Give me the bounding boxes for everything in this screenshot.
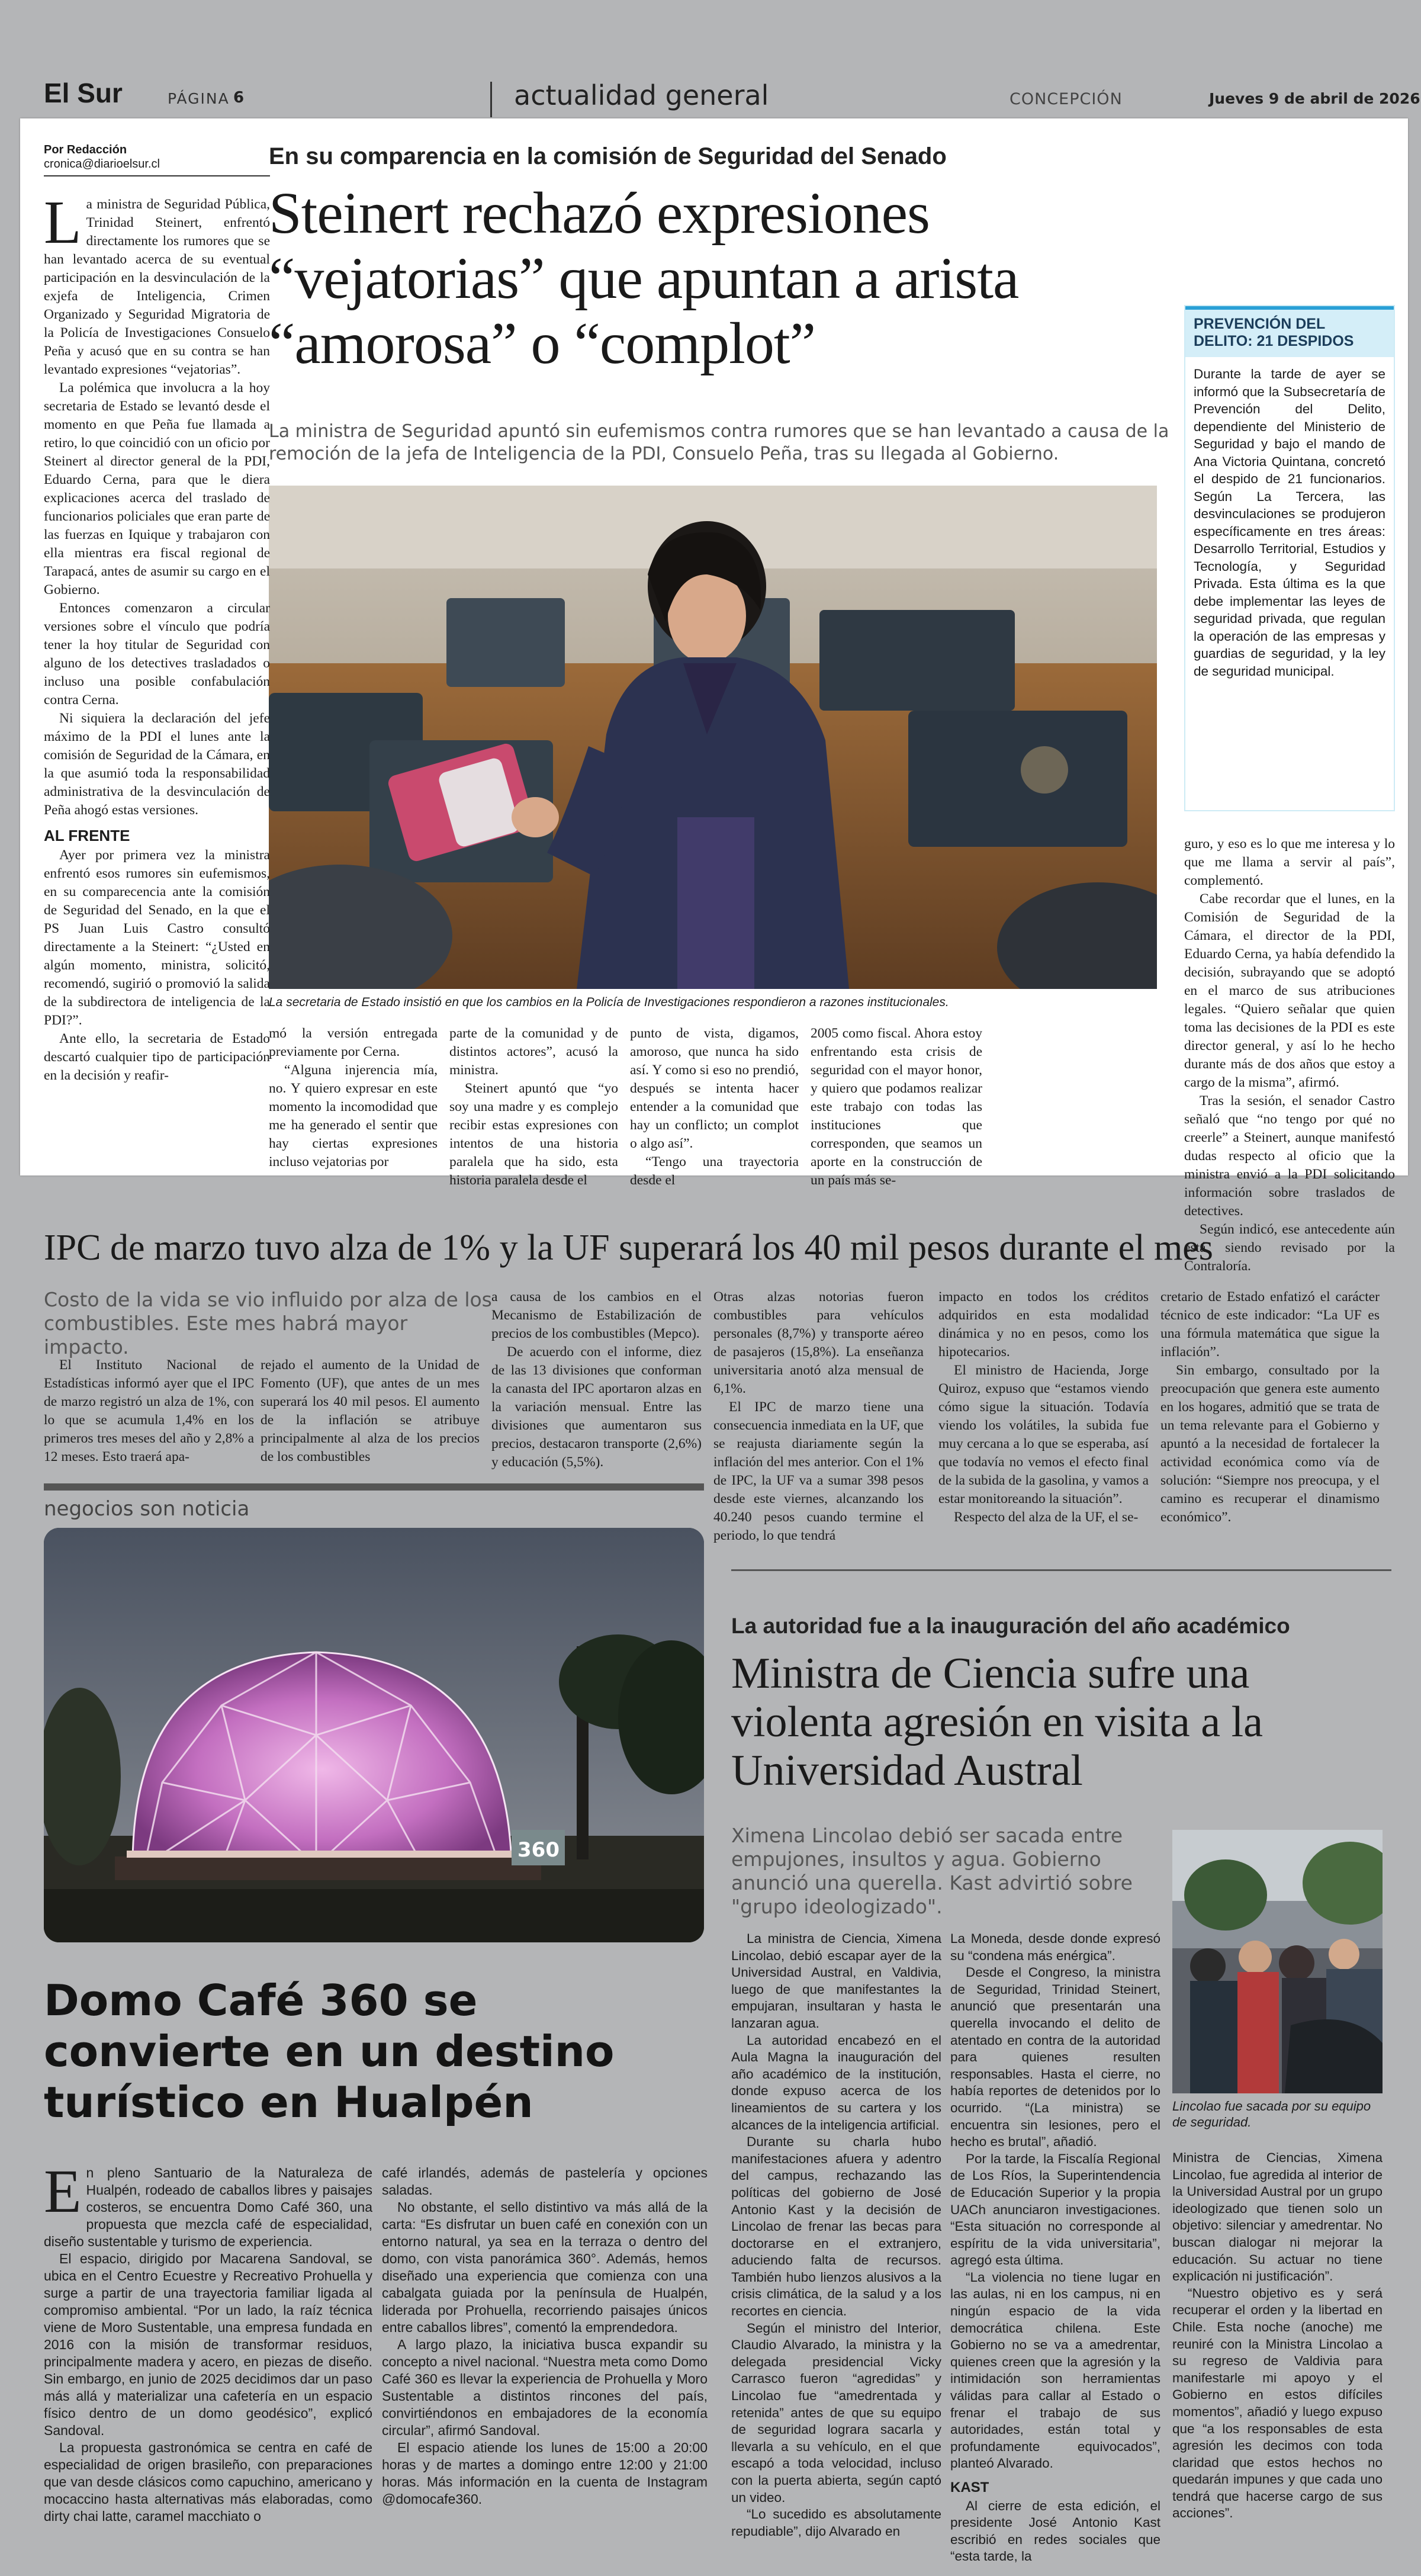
paragraph: “Alguna injerencia mía, no. Y quiero expresar en este momento la incomodidad que me ha generado el sentir que hay ciertas expresiones incluso vejatorias por <box>269 1062 438 1170</box>
sidebar-text: Durante la tarde de ayer se informó que la Subsecretaría de Prevención del Delito, dependiente del Ministerio de Seguridad y bajo el mando de Ana Victoria Quintana, concretó el despido de 21 funcionarios. Según La Tercera, las desvinculaciones se produjeron específicamente en tres áreas: Desarrollo Territorial, Estudios y Tecnología, y Seguridad Privada. Esta última es la que debe implementar las leyes de seguridad privada, que regulan la operación de las empresas y guardias de seguridad, y la ley de seguridad municipal. <box>1194 367 1385 679</box>
paragraph: Desde el Congreso, la ministra de Seguridad, Trinidad Steinert, anunció que presentarán una querella invocando el delito de atentado en contra de la autoridad para quienes resulten responsables. Hasta el cierre, no había reportes de detenidos por lo ocurrido. “(La ministra) se encuentra sin lesiones, pero el hecho es brutal”, añadió. <box>950 1965 1160 2150</box>
top-rule <box>731 1569 1391 1571</box>
deck: La ministra de Seguridad apuntó sin eufemismos contra rumores que se han levantado a causa de la remoción de la jefa de Inteligencia de la PDI, Consuelo Peña, tras su llegada al Gobierno. <box>269 421 1169 464</box>
ciencia-column-1 <box>731 1931 941 2540</box>
paragraph: A largo plazo, la iniciativa busca expandir su concepto a nivel nacional. “Nuestra meta como Domo Café 360 es llevar la experiencia de Prohuella y Moro Sustentable a distintos rincones del país, convirtiéndonos en embajadores de la economía circular”, afirmó Sandoval. <box>382 2337 708 2438</box>
paragraph: “Lo sucedido es absolutamente repudiable”, dijo Alvarado en <box>731 2507 941 2539</box>
photo-caption: La secretaria de Estado insistió en que los cambios en la Policía de Investigaciones respondieron a razones institucionales. <box>269 995 949 1009</box>
paragraph: 2005 como fiscal. Ahora estoy enfrentando esta crisis de seguridad con el mayor honor, y quiero que podamos realizar este trabajo con todas las instituciones que corresponden, que seamos un aporte en la construcción de un país más se- <box>811 1026 982 1188</box>
paragraph: La propuesta gastronómica se centra en café de especialidad de origen brasileño, con preparaciones que van desde clásicos como capuchino, americano y mocaccino hasta alternativas más elaboradas, como dirty chai latte, caramel macchiato o <box>44 2440 372 2524</box>
paragraph: El espacio atiende los lunes de 15:00 a 20:00 horas y de martes a domingo entre 12:00 y 21:00 horas. Más información en la cuenta de Instagram @domocafe360. <box>382 2440 708 2507</box>
page-label: PÁGINA <box>168 90 230 107</box>
section-name: actualidad general <box>514 79 769 111</box>
paragraph: Durante su charla hubo manifestaciones afuera y adentro del campus, rechazando las políticas del gobierno de José Antonio Kast y la decisión de Lincolao de frenar las becas para doctorarse en el extranjero, aduciendo falta de recursos. También hubo lienzos alusivos a la crisis climática, de la salud y a los recortes en ciencia. <box>731 2134 941 2319</box>
paragraph: café irlandés, además de pastelería y opciones saladas. <box>382 2165 708 2198</box>
paragraph: Ayer por primera vez la ministra enfrentó esos rumores sin eufemismos, en su comparecencia ante la comisión de Seguridad del Senado, en la que el PS Juan Luis Castro consultó directamente a la Steinert: “¿Usted en algún momento, ministra, solicitó, recomendó, sugirió o promovió la salida de la subdirectora de inteligencia de la PDI?”. <box>44 847 270 1028</box>
city-name: CONCEPCIÓN <box>1010 90 1123 108</box>
paragraph: Ante ello, la secretaria de Estado descartó cualquier tipo de participación en la decisión y reafir- <box>44 1031 270 1083</box>
paragraph: La polémica que involucra a la hoy secretaria de Estado se levantó desde el momento en que Peña fue llamada a retiro, lo que coincidió con un oficio por Steinert al director general de la PDI, Eduardo Cerna, para que le diera explicaciones acerca del traslado de funcionarios policiales que eran parte de las fuerzas en Iquique y trabajaron con ella mientras era fiscal regional de Tarapacá, antes de asumir su cargo en el Gobierno. <box>44 380 270 598</box>
domo-photo <box>44 1528 704 1942</box>
paragraph: La ministra de Ciencia, Ximena Lincolao, debió escapar ayer de la Universidad Austral, en Valdivia, luego de que manifestantes la empujaran, insultaran y hasta le lanzaran agua. <box>731 1931 941 2031</box>
paragraph: Entonces comenzaron a circular versiones sobre el vínculo que podría tener la hoy titular de Seguridad con alguno de los detectives trasladados o incluso una posible confabulación contra Cerna. <box>44 600 270 708</box>
paragraph: mó la versión entregada previamente por Cerna. <box>269 1026 438 1059</box>
main-photo <box>269 486 1157 989</box>
paragraph: El espacio, dirigido por Macarena Sandoval, se ubica en el Centro Ecuestre y Recreativo Prohuella y surge a partir de una trayectoria familiar ligada al compromiso ambiental. “Por un lado, la raíz técnica viene de Moro Sustentable, una empresa fundada en 2016 con la misión de transformar residuos, principalmente madera y acero, en piezas de diseño. Sin embargo, en junio de 2025 decidimos dar un paso más allá y materializar una cafetería en un espacio físico dentro de un domo geodésico”, explicó Sandoval. <box>44 2251 372 2438</box>
dome-sign: 360 <box>517 1838 560 1862</box>
brand-logo: El Sur <box>44 78 123 108</box>
paragraph: La Moneda, desde donde expresó su “condena más enérgica”. <box>950 1931 1160 1963</box>
ipc-column-1: El Instituto Nacional de Estadísticas informó ayer que el IPC de marzo registró un alza de 1%, con lo que se acumula 1,4% en los primeros tres meses del año y 2,8% a 12 meses. Esto traerá apa- <box>44 1357 254 1464</box>
byline-rule <box>44 175 270 176</box>
ciencia-column-3 <box>1172 2150 1383 2522</box>
ipc-column-3 <box>491 1288 702 1472</box>
kicker: En su comparencia en la comisión de Seguridad del Senado <box>269 143 947 169</box>
paragraph: Tras la sesión, el senador Castro señaló que “no tengo por qué no creerle” a Steinert, aunque manifestó dudas respecto al oficio que la ministra envió a la PDI solicitando información sobre traslados de detectives. <box>1184 1093 1395 1219</box>
page-number: 6 <box>233 89 245 107</box>
paragraph: cretario de Estado enfatizó el carácter técnico de este indicador: “La UF es una fórmula matemática que sigue la inflación”. <box>1160 1289 1380 1360</box>
domo-headline: Domo Café 360 se convierte en un destino turístico en Hualpén <box>44 1976 615 2127</box>
bottom-column-1 <box>269 1024 438 1171</box>
paragraph: En pleno Santuario de la Naturaleza de Hualpén, rodeado de caballos libres y paisajes costeros, se encuentra Domo Café 360, una propuesta que mezcla café de especialidad, diseño sustentable y turismo de experiencia. <box>44 2157 372 2249</box>
crowd-illustration <box>1172 1830 1383 2093</box>
paragraph: El IPC de marzo tiene una consecuencia inmediata en la UF, que se reajusta diariamente según la inflación del mes anterior. Con el 1% de IPC, la UF va a sumar 398 pesos desde este viernes, alcanzando los 40.240 pesos cuando termine el periodo, lo que tendrá <box>713 1399 924 1543</box>
paragraph: La autoridad encabezó en el Aula Magna la inauguración del año académico de la institución, donde expuso acerca de los lineamientos de su cartera y los alcances de la inteligencia artificial. <box>731 2032 941 2132</box>
header-divider <box>490 82 492 117</box>
paragraph: parte de la comunidad y de distintos actores”, acusó la ministra. <box>449 1026 618 1078</box>
byline: Por Redacción <box>44 143 127 156</box>
senate-chamber-illustration <box>269 486 1157 989</box>
left-column <box>44 188 270 1085</box>
paragraph: De acuerdo con el informe, diez de las 13 divisiones que conforman la canasta del IPC aportaron alzas en la variación mensual. Entre las divisiones que aumentaron sus precios, destacaron transporte (2,6%) y educación (5,5%). <box>491 1344 702 1470</box>
paragraph: Cabe recordar que el lunes, en la Comisión de Seguridad de la Cámara, el director de la PDI, Eduardo Cerna, ya había defendido la decisión, subrayando que se adoptó en el marco de sus atribuciones legales. “Quiero señalar que quien toma las decisiones de la PDI es este director general, y así lo he hecho durante más de dos años que estoy a cargo de la misma”, afirmó. <box>1184 891 1395 1090</box>
paragraph: Según el ministro del Interior, Claudio Alvarado, la ministra y la delegada presidencial Vicky Carrasco fueron “agredidas” y Lincolao fue “amedrentada y retenida” antes de que su equipo de seguridad lograra sacarla y llevarla a su vehículo, en el que escapó a toda velocidad, incluso con la puerta abierta, según captó un video. <box>731 2320 941 2505</box>
paragraph: Sin embargo, consultado por la preocupación que genera este aumento en los hogares, admitió que se trata de un tema relevante para el Gobierno y apuntó a la necesidad de fortalecer la actividad económica como vía de solución: “Siempre nos preocupa, y el camino es recuperar el dinamismo económico”. <box>1160 1363 1380 1525</box>
ciencia-photo-caption: Lincolao fue sacada por su equipo de seguridad. <box>1172 2099 1371 2129</box>
section-label: negocios son noticia <box>44 1497 250 1521</box>
paragraph: “Nuestro objetivo es y será recuperar el orden y la libertad en Chile. Esta noche (anoche) me reuniré con la Ministra Lincolao a su regreso de Valdivia para manifestarle mi apoyo y el Gobierno en estos difíciles momentos”, añadió y luego expuso que “a los responsables de esta agresión les decimos con toda claridad que estos hechos no quedarán impunes y que cada uno tendrá que hacerse cargo de sus acciones”. <box>1172 2285 1383 2521</box>
ciencia-column-2 <box>950 1931 1160 2565</box>
section-label-bar <box>44 1483 704 1491</box>
paragraph: “La violencia no tiene lugar en las aulas, ni en los campus, ni en ningún espacio de la vida democrática chilena. Este Gobierno no se va a amedrentar, quienes creen que la agresión y la intimidación son herramientas válidas para callar al Estado o frenar el trabajo de sus autoridades, están total y profundamente equivocados”, planteó Alvarado. <box>950 2269 1160 2471</box>
paragraph: Al cierre de esta edición, el presidente José Antonio Kast escribió en redes sociales que “esta tarde, la <box>950 2498 1160 2564</box>
sidebar-box <box>1184 305 1395 811</box>
domo-column-1 <box>44 2157 372 2525</box>
bottom-column-2 <box>449 1024 618 1190</box>
issue-date: Jueves 9 de abril de 2026 <box>1209 90 1420 107</box>
paragraph: Steinert apuntó que “yo soy una madre y es complejo recibir estas expresiones con intentos de una historia paralela que ha sido, esta historia paralela desde el <box>449 1081 618 1188</box>
paragraph: guro, y eso es lo que me interesa y lo que me llama a servir al país”, complementó. <box>1184 836 1395 888</box>
paragraph: No obstante, el sello distintivo va más allá de la carta: “Es disfrutar un buen café en conexión con un entorno natural, ya sea en la terraza o dentro del domo, con vista panorámica 360°. Además, hemos diseñado una experiencia que comienza con una cabalgata guiada por la península de Hualpén, liderada por Prohuella, recorriendo paisajes únicos entre caballos libres”, comentó la emprendedora. <box>382 2199 708 2335</box>
paragraph: Según indicó, ese antecedente aún está siendo revisado por la Contraloría. <box>1184 1222 1395 1274</box>
paragraph: a causa de los cambios en el Mecanismo de Estabilización de precios de los combustibles (Mepco). <box>491 1289 702 1341</box>
sidebar-title: PREVENCIÓN DEL DELITO: 21 DESPIDOS <box>1185 306 1394 357</box>
paragraph: Otras alzas notorias fueron combustibles para vehículos personales (8,7%) y transporte aéreo de pasajeros (15,8%). La enseñanza universitaria anotó alza mensual de 6,1%. <box>713 1289 924 1396</box>
ciencia-headline: Ministra de Ciencia sufre una violenta agresión en visita a la Universidad Austral <box>731 1649 1263 1795</box>
paragraph: Por la tarde, la Fiscalía Regional de Los Ríos, la Superintendencia de Educación Superior y la propia UACh anunciaron investigaciones. “Esta situación no corresponde al espíritu de la vida universitaria”, agregó esta última. <box>950 2151 1160 2268</box>
ipc-deck: Costo de la vida se vio influido por alza de los combustibles. Este mes habrá mayor impacto. <box>44 1288 492 1358</box>
ipc-column-2: rejado el aumento de la Unidad de Fomento (UF), que antes de un mes superará los 40 mil pesos. El aumento de la inflación se atribuye principalmente al alza de los precios de los combustibles <box>261 1357 480 1464</box>
domo-column-2 <box>382 2164 708 2508</box>
paragraph: Ni siquiera la declaración del jefe máximo de la PDI el lunes ante la comisión de Seguridad de la Cámara, en la que asumió toda la responsabilidad administrativa de la desvinculación de Peña ahogó estas versiones. <box>44 711 270 818</box>
paragraph: impacto en todos los créditos adquiridos en esta modalidad dinámica y no en pesos, como los hipotecarios. <box>938 1289 1149 1360</box>
subhead-kast: KAST <box>950 2479 989 2495</box>
paragraph: Respecto del alza de la UF, el se- <box>954 1509 1139 1525</box>
paragraph: punto de vista, digamos, amoroso, que nunca ha sido así. Y como si eso no prendió, después se intenta hacer entender a la comunidad que hay un conflicto; un complot o algo así”. <box>630 1026 799 1151</box>
paragraph: El ministro de Hacienda, Jorge Quiroz, expuso que “estamos viendo cómo sigue la situación. Todavía viendo los volátiles, la subida fue muy cercana a lo que se esperaba, así que todavía no vemos el efecto final de la subida de la gasolina, y vamos a estar monitoreando la situación”. <box>938 1363 1149 1507</box>
ciencia-deck: Ximena Lincolao debió ser sacada entre empujones, insultos y agua. Gobierno anunció una querella. Kast advirtió sobre "grupo ideologizado". <box>731 1824 1133 1918</box>
bottom-column-4 <box>811 1024 982 1190</box>
domo-story <box>0 1480 710 2576</box>
paragraph: “Tengo una trayectoria desde el <box>630 1154 799 1188</box>
paragraph: La ministra de Seguridad Pública, Trinidad Steinert, enfrentó directamente los rumores que se han levantado acerca de su eventual participación en la desvinculación de la exjefa de Inteligencia, Crimen Organizado y Seguridad Migratoria de la Policía de Investigaciones Consuelo Peña y acusó que en su contra se han levantado expresiones “vejatorias”. <box>44 188 270 377</box>
bottom-column-3 <box>630 1024 799 1190</box>
subhead-al-frente: AL FRENTE <box>44 827 130 844</box>
ipc-headline: IPC de marzo tuvo alza de 1% y la UF superará los 40 mil pesos durante el mes <box>44 1228 1213 1268</box>
geodesic-dome-illustration <box>44 1528 704 1942</box>
ciencia-kicker: La autoridad fue a la inauguración del año académico <box>731 1614 1290 1638</box>
reporter-email: cronica@diarioelsur.cl <box>44 158 160 171</box>
ciencia-photo <box>1172 1830 1383 2093</box>
page-header <box>0 0 1421 118</box>
ciencia-story <box>716 1480 1421 2576</box>
paragraph: Ministra de Ciencias, Ximena Lincolao, fue agredida al interior de la Universidad Austral por un grupo ideologizado que tienen solo un objetivo: silenciar y amedrentar. No buscan dialogar ni mejorar la educación. Su actuar no tiene explicación ni justificación”. <box>1172 2150 1383 2284</box>
headline: Steinert rechazó expresiones “vejatorias” que apuntan a arista “amorosa” o “complot” <box>269 180 1019 376</box>
